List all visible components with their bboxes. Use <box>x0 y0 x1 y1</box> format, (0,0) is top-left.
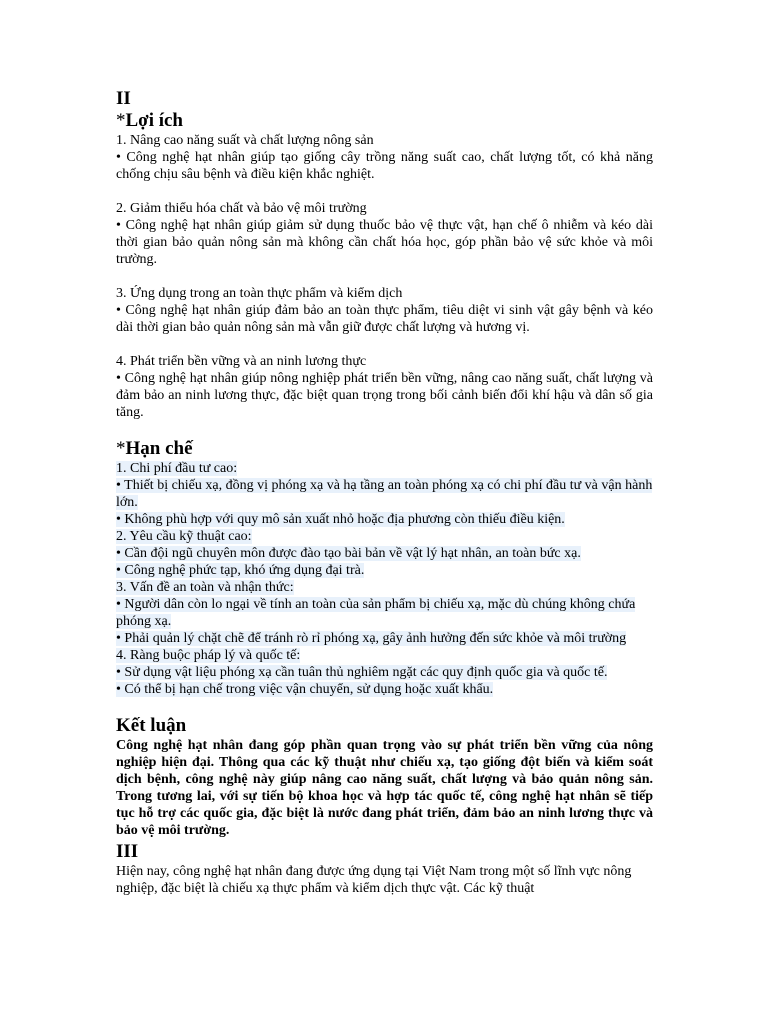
limitation-bullet: • Cần đội ngũ chuyên môn được đào tạo bài bản về vật lý hạt nhân, an toàn bức xạ. <box>116 546 581 561</box>
benefit-item-4 <box>116 353 653 421</box>
limitations-heading-text: Hạn chế <box>125 438 193 459</box>
limitation-title: 3. Vấn đề an toàn và nhận thức: <box>116 580 294 595</box>
section-iii-heading: III <box>116 841 139 862</box>
benefit-bullet: • Công nghệ hạt nhân giúp giảm sử dụng thuốc bảo vệ thực vật, hạn chế ô nhiễm và kéo dài thời gian bảo quản nông sản mà không cần chất hóa học, góp phần bảo vệ sức khỏe và môi trường. <box>116 218 653 267</box>
limitation-title: 2. Yêu cầu kỹ thuật cao: <box>116 529 252 544</box>
limitation-item-3 <box>116 579 653 647</box>
limitation-item-1 <box>116 460 653 528</box>
conclusion-text: Công nghệ hạt nhân đang góp phần quan trọng vào sự phát triển bền vững của nông nghiệp hiện đại. Thông qua các kỹ thuật như chiếu xạ, tạo giống đột biến và kiểm soát dịch bệnh, công nghệ này giúp nâng cao năng suất, chất lượng và bảo quản nông sản. Trong tương lai, với sự tiến bộ khoa học và hợp tác quốc tế, công nghệ hạt nhân sẽ tiếp tục hỗ trợ các quốc gia, đặc biệt là nước đang phát triển, đảm bảo an ninh lương thực và bảo vệ môi trường. <box>116 738 653 838</box>
benefit-title: 4. Phát triển bền vững và an ninh lương thực <box>116 354 367 369</box>
benefit-item-3 <box>116 285 653 336</box>
limitation-bullet: • Không phù hợp với quy mô sản xuất nhỏ hoặc địa phương còn thiếu điều kiện. <box>116 512 565 527</box>
benefit-bullet: • Công nghệ hạt nhân giúp nông nghiệp phát triển bền vững, nâng cao năng suất, chất lượng và đảm bảo an ninh lương thực, đặc biệt quan trọng trong bối cảnh biến đổi khí hậu và dân số gia tăng. <box>116 371 653 420</box>
section-ii-heading: II <box>116 88 131 109</box>
benefits-heading-text: Lợi ích <box>125 110 184 131</box>
limitation-item-2 <box>116 528 653 579</box>
limitation-bullet: • Thiết bị chiếu xạ, đồng vị phóng xạ và hạ tầng an toàn phóng xạ có chi phí đầu tư và vận hành lớn. <box>116 478 653 510</box>
limitation-item-4 <box>116 647 653 698</box>
limitation-bullet: • Có thể bị hạn chế trong việc vận chuyển, sử dụng hoặc xuất khẩu. <box>116 682 494 697</box>
limitation-bullet: • Phải quản lý chặt chẽ để tránh rò rỉ phóng xạ, gây ảnh hưởng đến sức khỏe và môi trường <box>116 631 627 646</box>
benefit-bullet: • Công nghệ hạt nhân giúp đảm bảo an toàn thực phẩm, tiêu diệt vi sinh vật gây bệnh và kéo dài thời gian bảo quản nông sản mà vẫn giữ được chất lượng và hương vị. <box>116 303 653 335</box>
benefit-title: 2. Giảm thiểu hóa chất và bảo vệ môi trường <box>116 201 367 216</box>
benefits-heading-star: * <box>116 110 126 131</box>
benefits-heading <box>116 110 653 132</box>
limitations-heading <box>116 438 653 460</box>
benefit-item-1 <box>116 132 653 183</box>
document-page <box>116 88 653 897</box>
limitation-bullet: • Người dân còn lo ngại về tính an toàn của sản phẩm bị chiếu xạ, mặc dù chúng không chứa phóng xạ. <box>116 597 636 629</box>
limitation-bullet: • Sử dụng vật liệu phóng xạ cần tuân thủ nghiêm ngặt các quy định quốc gia và quốc tế. <box>116 665 608 680</box>
benefit-bullet: • Công nghệ hạt nhân giúp tạo giống cây trồng năng suất cao, chất lượng tốt, có khả năng chống chịu sâu bệnh và điều kiện khắc nghiệt. <box>116 150 653 182</box>
limitation-title: 1. Chi phí đầu tư cao: <box>116 461 238 476</box>
section-iii-text: Hiện nay, công nghệ hạt nhân đang được ứng dụng tại Việt Nam trong một số lĩnh vực nông nghiệp, đặc biệt là chiếu xạ thực phẩm và kiểm dịch thực vật. Các kỹ thuật <box>116 864 632 896</box>
limitations-heading-star: * <box>116 438 126 459</box>
benefit-title: 3. Ứng dụng trong an toàn thực phẩm và kiểm dịch <box>116 286 403 301</box>
benefit-title: 1. Nâng cao năng suất và chất lượng nông sản <box>116 133 374 148</box>
benefit-item-2 <box>116 200 653 268</box>
limitation-bullet: • Công nghệ phức tạp, khó ứng dụng đại trà. <box>116 563 365 578</box>
conclusion-heading: Kết luận <box>116 715 187 736</box>
limitation-title: 4. Ràng buộc pháp lý và quốc tế: <box>116 648 301 663</box>
